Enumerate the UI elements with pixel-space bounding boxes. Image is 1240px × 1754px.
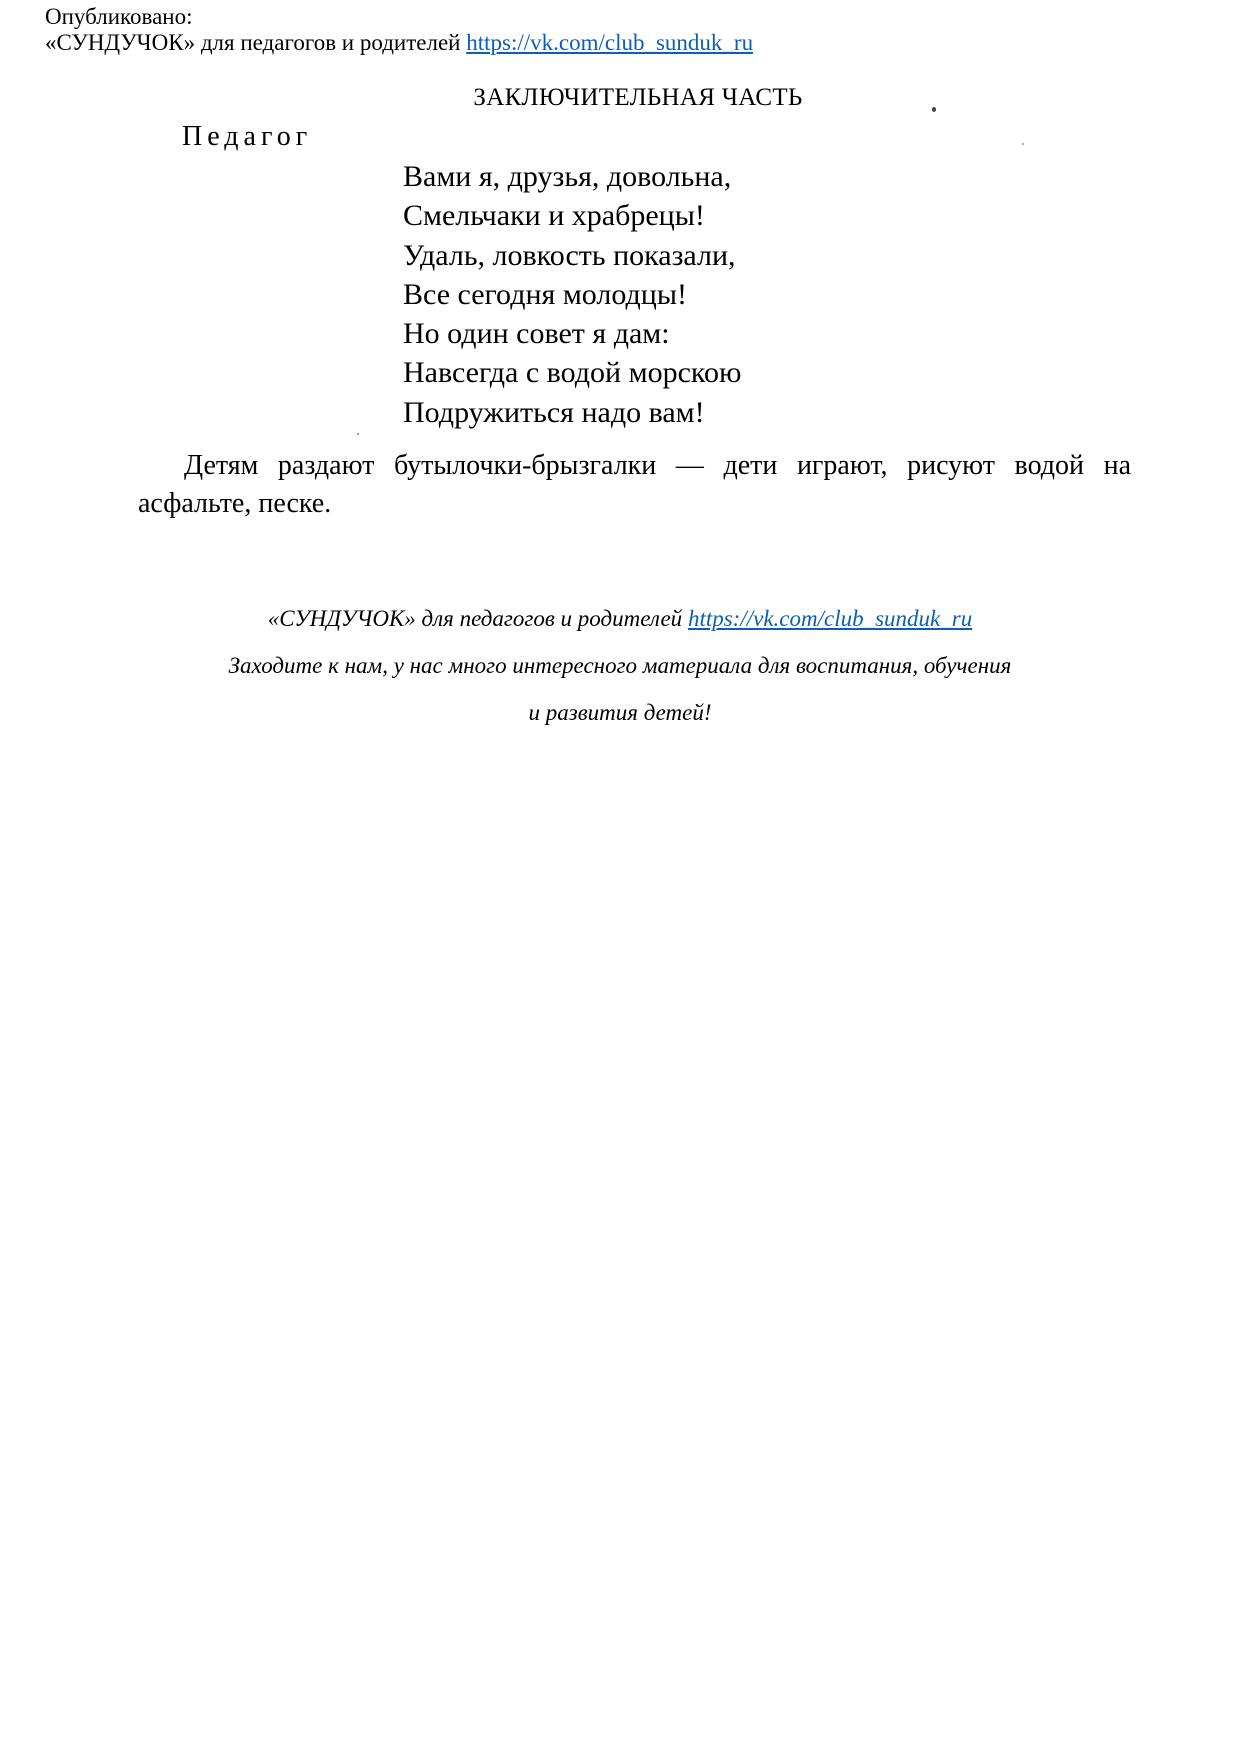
header-source-text: «СУНДУЧОК» для педагогов и родителей	[45, 30, 461, 55]
poem-line: Вами я, друзья, довольна,	[403, 160, 732, 193]
speaker-name: Педагог	[182, 121, 313, 152]
poem-line: Удаль, ловкость показали,	[403, 238, 736, 272]
poem-line: Но один совет я дам:	[403, 317, 670, 351]
scan-speck	[932, 107, 936, 112]
scan-speck	[1022, 143, 1024, 145]
poem	[403, 157, 741, 432]
footer	[0, 595, 1240, 736]
scan-speck	[357, 433, 359, 435]
header-source-link[interactable]: https://vk.com/club_sunduk_ru	[466, 30, 754, 55]
poem-line: Смельчаки и храбрецы!	[403, 199, 705, 233]
footer-source-text: «СУНДУЧОК» для педагогов и родителей	[267, 606, 683, 631]
section-title: ЗАКЛЮЧИТЕЛЬНАЯ ЧАСТЬ	[473, 84, 803, 111]
footer-source-line	[0, 595, 1240, 642]
footer-invite-line-2: и развития детей!	[528, 700, 712, 725]
poem-line: Все сегодня молодцы!	[403, 277, 687, 311]
published-label: Опубликовано:	[45, 4, 193, 29]
header-source-line	[45, 30, 753, 56]
poem-line: Навсегда с водой морскою	[403, 356, 742, 390]
footer-source-link[interactable]: https://vk.com/club_sunduk_ru	[687, 606, 973, 631]
footer-invite-line-1: Заходите к нам, у нас много интересного материала для воспитания, обучения	[228, 653, 1012, 678]
poem-line: Подружиться надо вам!	[403, 395, 705, 429]
publication-header	[45, 4, 753, 56]
stage-direction: Детям раздают бутылочки-брызгалки — дети играют, рисуют водой на асфальте, песке.	[138, 450, 1131, 519]
